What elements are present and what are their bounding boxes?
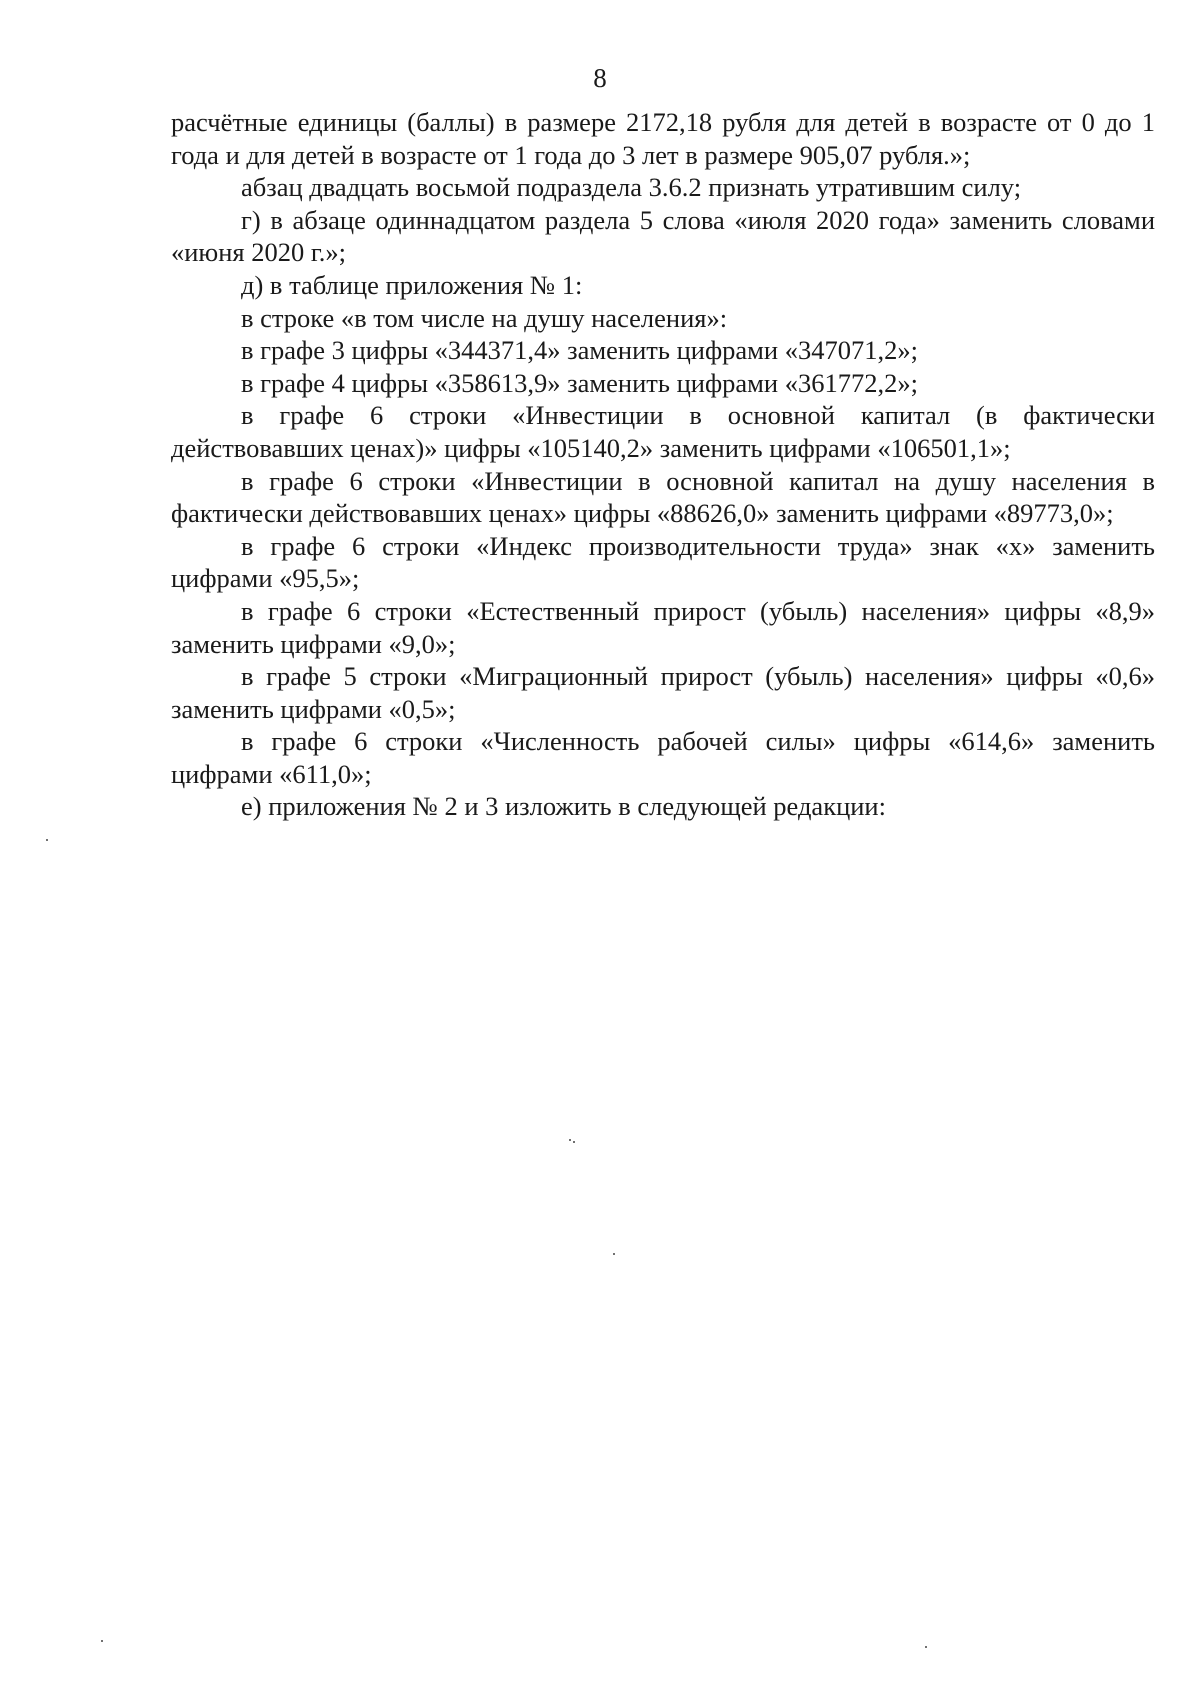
paragraph-amendment: в графе 4 цифры «358613,9» заменить цифрами «361772,2»;: [241, 367, 918, 398]
paragraph-amendment: в графе 6 строки «Естественный прирост (убыль) населения» цифры «8,9» заменить цифрами «9,0»;: [171, 595, 1155, 659]
paragraph-continuation: расчётные единицы (баллы) в размере 2172,18 рубля для детей в возрасте от 0 до 1 года и для детей в возрасте от 1 года до 3 лет в размере 905,07 рубля.»;: [171, 107, 1155, 170]
paragraph-amendment: в графе 6 строки «Инвестиции в основной капитал (в фактически действовавших ценах)» цифры «105140,2» заменить цифрами «106501,1»;: [171, 400, 1155, 463]
paragraph-amendment: в графе 6 строки «Численность рабочей силы» цифры «614,6» заменить цифрами «611,0»;: [171, 726, 1155, 789]
paragraph-amendment: абзац двадцать восьмой подраздела 3.6.2 признать утратившим силу;: [241, 172, 1022, 203]
scan-speck: [925, 1646, 927, 1648]
paragraph-amendment: в графе 5 строки «Миграционный прирост (убыль) населения» цифры «0,6» заменить цифрами «0,5»;: [171, 661, 1155, 724]
scan-speck: [46, 839, 48, 841]
paragraph-amendment: в графе 3 цифры «344371,4» заменить цифрами «347071,2»;: [241, 335, 918, 366]
scan-speck: [573, 1141, 575, 1143]
paragraph-amendment: в строке «в том числе на душу населения»:: [241, 302, 728, 333]
document-body: [171, 106, 1155, 823]
paragraph-amendment: е) приложения № 2 и 3 изложить в следующей редакции:: [241, 791, 886, 822]
paragraph-amendment: в графе 6 строки «Инвестиции в основной капитал на душу населения в фактически действовавших ценах» цифры «88626,0» заменить цифрами «89773,0»;: [171, 465, 1155, 529]
scan-speck: [613, 1253, 615, 1255]
page-number: 8: [593, 63, 607, 93]
paragraph-amendment: г) в абзаце одиннадцатом раздела 5 слова «июля 2020 года» заменить словами «июня 2020 г.»;: [171, 204, 1155, 268]
scan-speck: [569, 1139, 571, 1141]
paragraph-amendment: в графе 6 строки «Индекс производительности труда» знак «х» заменить цифрами «95,5»;: [171, 530, 1155, 594]
scan-speck: [101, 1640, 103, 1642]
paragraph-amendment: д) в таблице приложения № 1:: [241, 269, 583, 300]
